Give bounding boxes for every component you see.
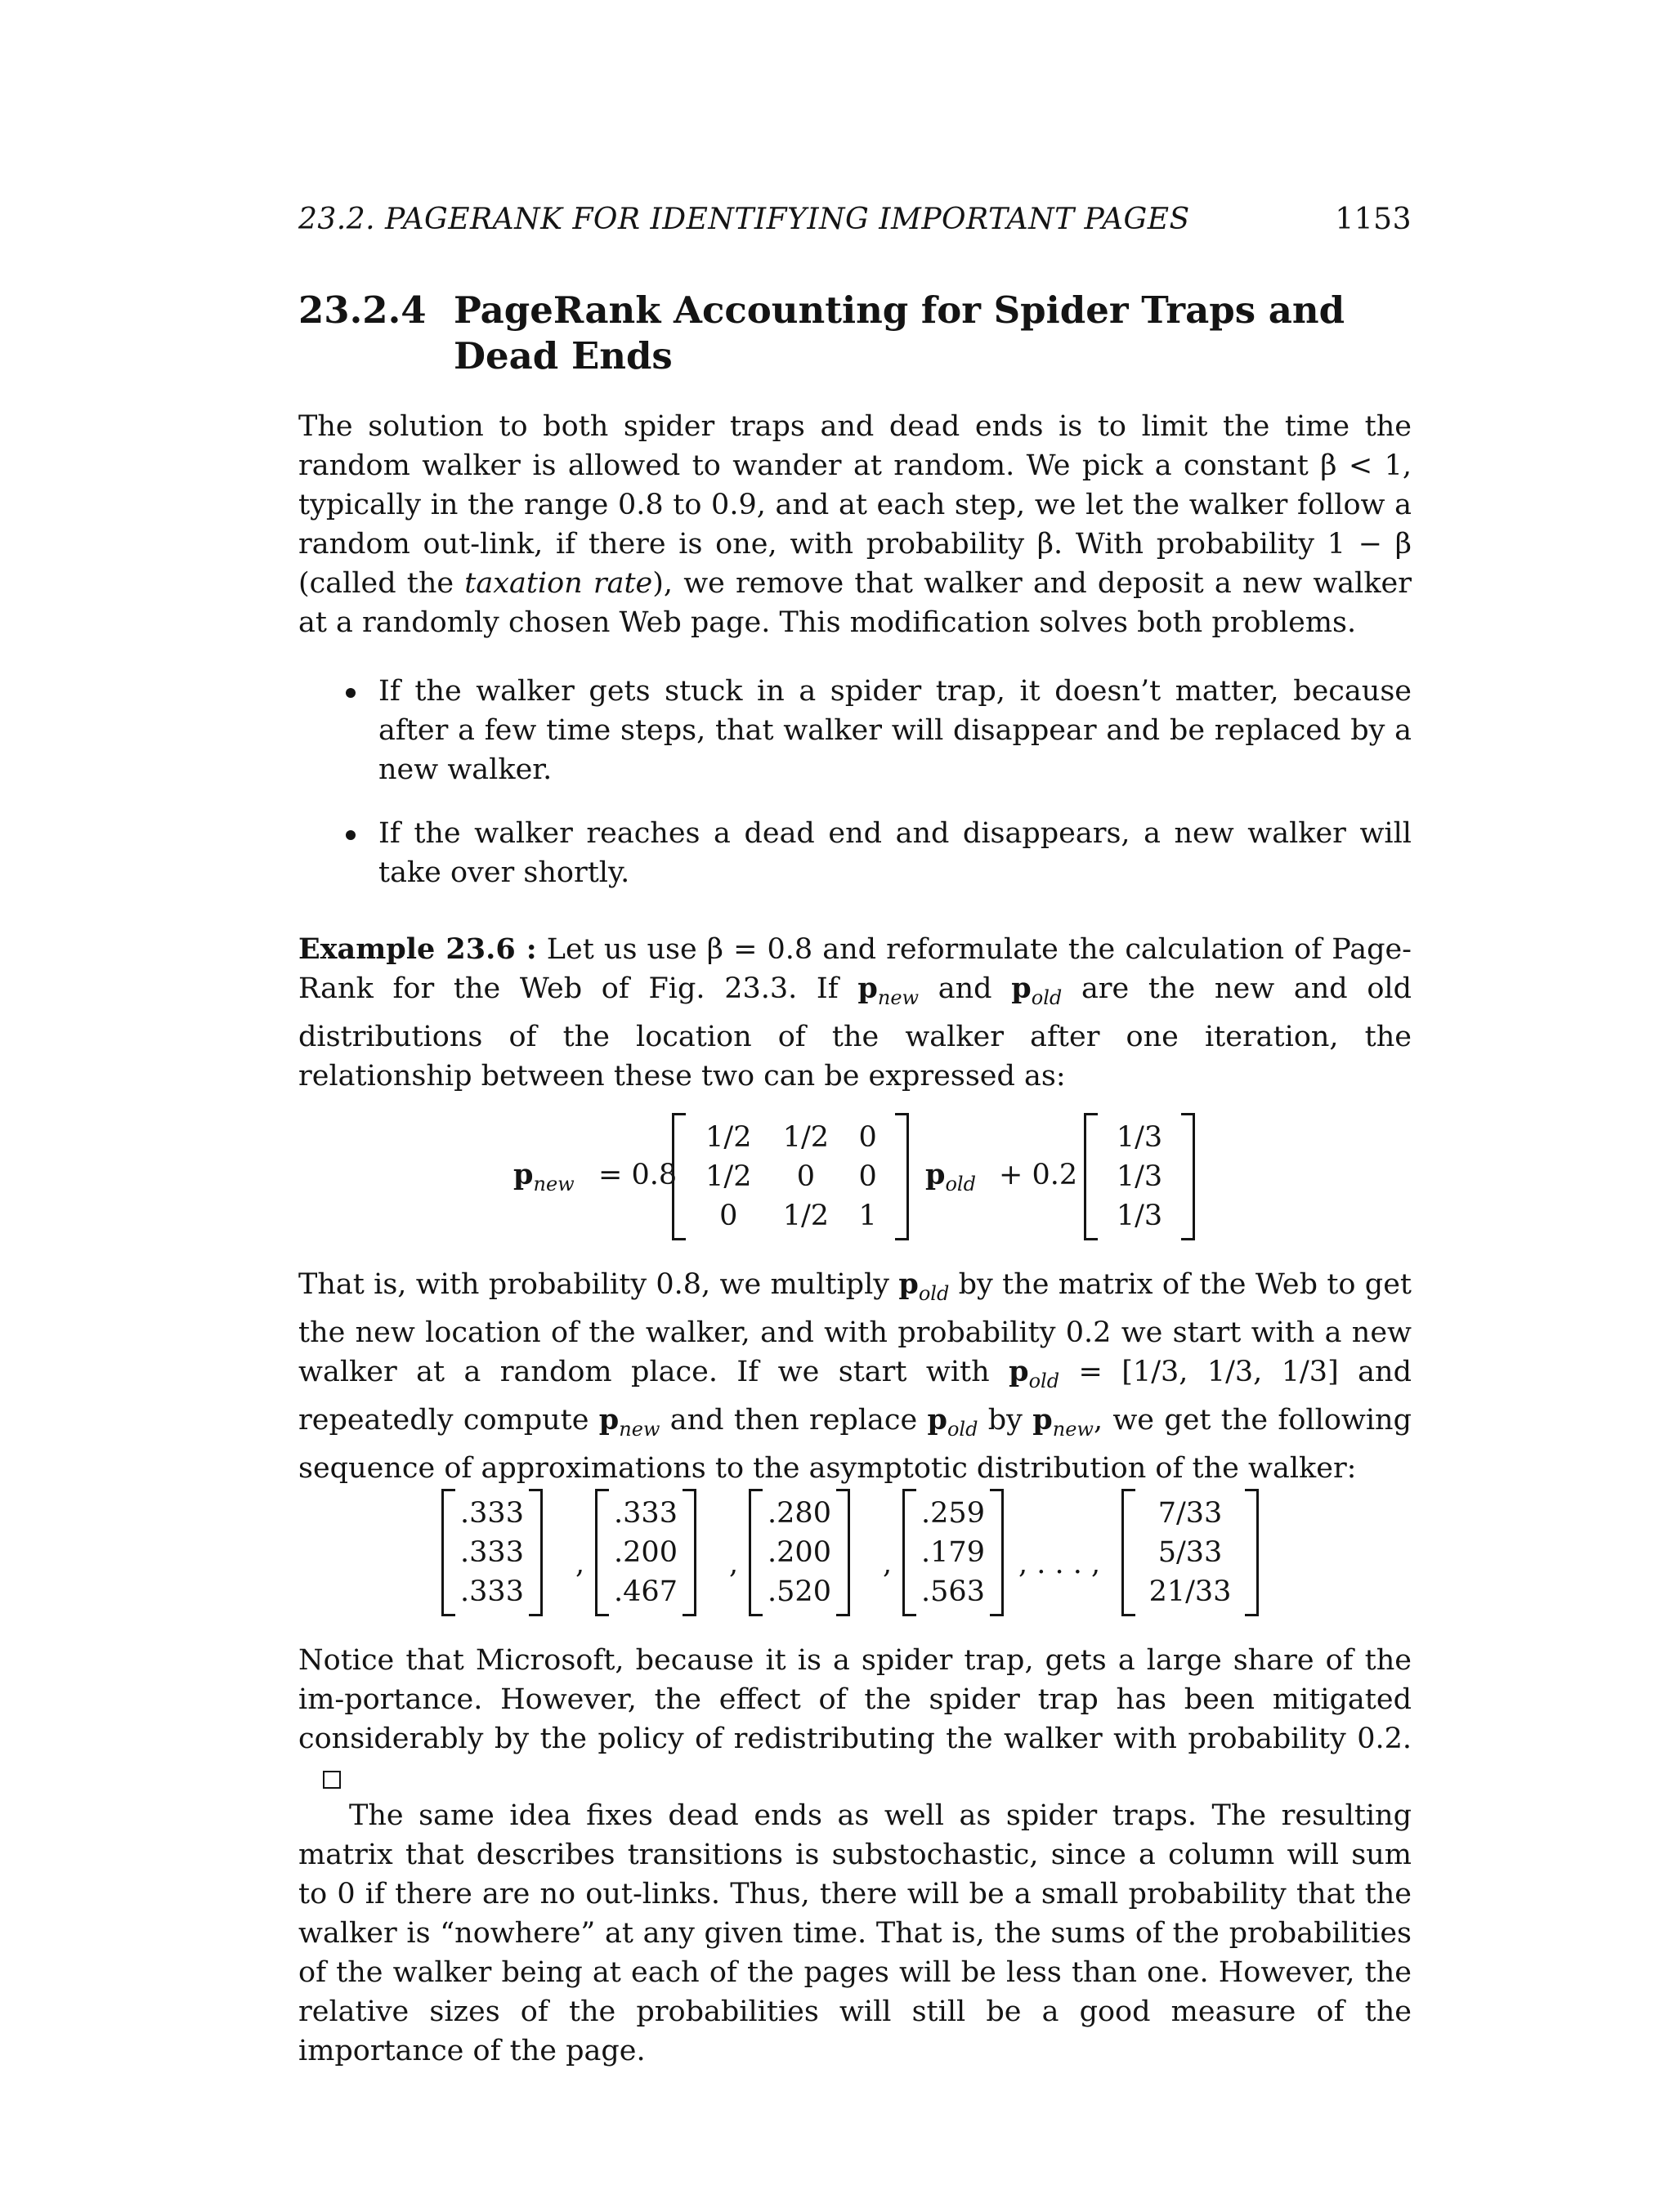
vector-cell: 21/33 <box>1148 1575 1232 1608</box>
vector-cell: .333 <box>614 1497 678 1530</box>
running-title: 23.2. PAGERANK FOR IDENTIFYING IMPORTANT PAGES <box>298 203 1190 236</box>
sequence-ellipsis: , . . . , <box>1018 1548 1101 1580</box>
vector-cell: .200 <box>768 1536 831 1569</box>
intro-paragraph: The solution to both spider traps and dead ends is to limit the time the random walker is allowed to wander at random. We pick a constant β < 1, typically in the range 0.8 to 0.9, and at each step, we let the walker follow a random out-link, if there is one, with probability β. With probability 1 − β (called the taxation rate), we remove that walker and deposit a new walker at a randomly chosen Web page. This modification solves both problems. <box>298 410 1412 639</box>
limit-vector <box>1121 1489 1259 1616</box>
bullet-icon <box>346 688 356 698</box>
transition-matrix <box>672 1113 909 1240</box>
matrix-cell: 0 <box>858 1121 877 1154</box>
vector-cell: .333 <box>460 1497 524 1530</box>
bullet-list <box>298 672 1412 917</box>
example-paragraph: Example 23.6 : Let us use β = 0.8 and reformulate the calculation of Page-Rank for the Web of Fig. 23.3. If $p_{new}$ and $p_{old}$ are the new and old distributions of the location of the walker after one iteration, the relationship between these two can be expressed as: <box>298 932 1412 1093</box>
equation-teleport-coeff: + 0.2 <box>999 1159 1078 1191</box>
list-item: If the walker reaches a dead end and disappears, a new walker will take over shortly. <box>298 814 1412 892</box>
equation-p-old: $p_{old}$ <box>925 1158 976 1195</box>
approximation-vector <box>441 1489 543 1616</box>
equation-beta-coeff: = 0.8 <box>598 1159 678 1191</box>
vector-cell: .280 <box>768 1497 831 1530</box>
teleport-vector <box>1084 1113 1195 1240</box>
vector-cell: .333 <box>460 1536 524 1569</box>
sequence-comma: , <box>729 1548 739 1580</box>
iteration-paragraph: That is, with probability 0.8, we multiply $p_{old}$ by the matrix of the Web to get the new location of the walker, and with probability 0.2 we start with a new walker at a random place. If we start with $p_{old} = [1/3$, 1/3, 1/3] and repeatedly compute $p_{new}$ and then replace $p_{old}$ by $p_{new}$, we get the following sequence of approximations to the asymptotic distribution of the walker: <box>298 1267 1412 1485</box>
vector-cell: 5/33 <box>1157 1536 1223 1569</box>
matrix-cell: 1/2 <box>782 1200 830 1232</box>
dead-ends-paragraph: The same idea fixes dead ends as well as spider traps. The resulting matrix that describes transitions is substochastic, since a column will sum to 0 if there are no out-links. Thus, there will be a small probability that the walker is “nowhere” at any given time. That is, the sums of the probabilities of the walker being at each of the pages will be less than one. However, the relative sizes of the probabilities will still be a good measure of the importance of the page. <box>298 1799 1412 2067</box>
approximation-vector <box>902 1489 1004 1616</box>
matrix-cell: 0 <box>796 1160 816 1193</box>
matrix-cell: 1/2 <box>705 1121 752 1154</box>
matrix-cell: 0 <box>858 1160 877 1193</box>
matrix-cell: 1 <box>858 1200 877 1232</box>
running-head <box>298 203 1412 245</box>
approximation-vector <box>595 1489 696 1616</box>
vector-cell: .467 <box>614 1575 678 1608</box>
matrix-cell: 1/2 <box>705 1160 752 1193</box>
section-number: 23.2.4 <box>298 288 427 332</box>
section-title: PageRank Accounting for Spider Traps and Dead Ends <box>454 288 1345 378</box>
vector-cell: .179 <box>921 1536 985 1569</box>
equation-lhs: $p_{new}$ <box>513 1158 575 1195</box>
bullet-icon <box>346 830 356 840</box>
vector-cell: .520 <box>768 1575 831 1608</box>
matrix-cell: 0 <box>719 1200 738 1232</box>
vector-cell: 7/33 <box>1157 1497 1223 1530</box>
vector-cell: .333 <box>460 1575 524 1608</box>
sequence-comma: , <box>883 1548 893 1580</box>
vector-cell: .563 <box>921 1575 985 1608</box>
matrix-cell: 1/2 <box>782 1121 830 1154</box>
sequence-comma: , <box>575 1548 585 1580</box>
page-number: 1153 <box>1335 203 1412 236</box>
vector-cell: 1/3 <box>1116 1121 1163 1154</box>
vector-cell: .200 <box>614 1536 678 1569</box>
approximation-vector <box>749 1489 850 1616</box>
vector-cell: 1/3 <box>1116 1200 1163 1232</box>
observation-paragraph: Notice that Microsoft, because it is a spider trap, gets a large share of the im-portance. However, the effect of the spider trap has been mitigated considerably by the policy of redistributing the walker with probability 0.2. <box>298 1641 1412 1798</box>
vector-cell: .259 <box>921 1497 985 1530</box>
end-of-example-icon <box>323 1771 341 1789</box>
vector-cell: 1/3 <box>1116 1160 1163 1193</box>
list-item: If the walker gets stuck in a spider trap, it doesn’t matter, because after a few time steps, that walker will disappear and be replaced by a new walker. <box>298 672 1412 789</box>
taxation-rate-term: taxation rate <box>464 567 653 600</box>
example-label: Example 23.6 : <box>298 932 537 966</box>
